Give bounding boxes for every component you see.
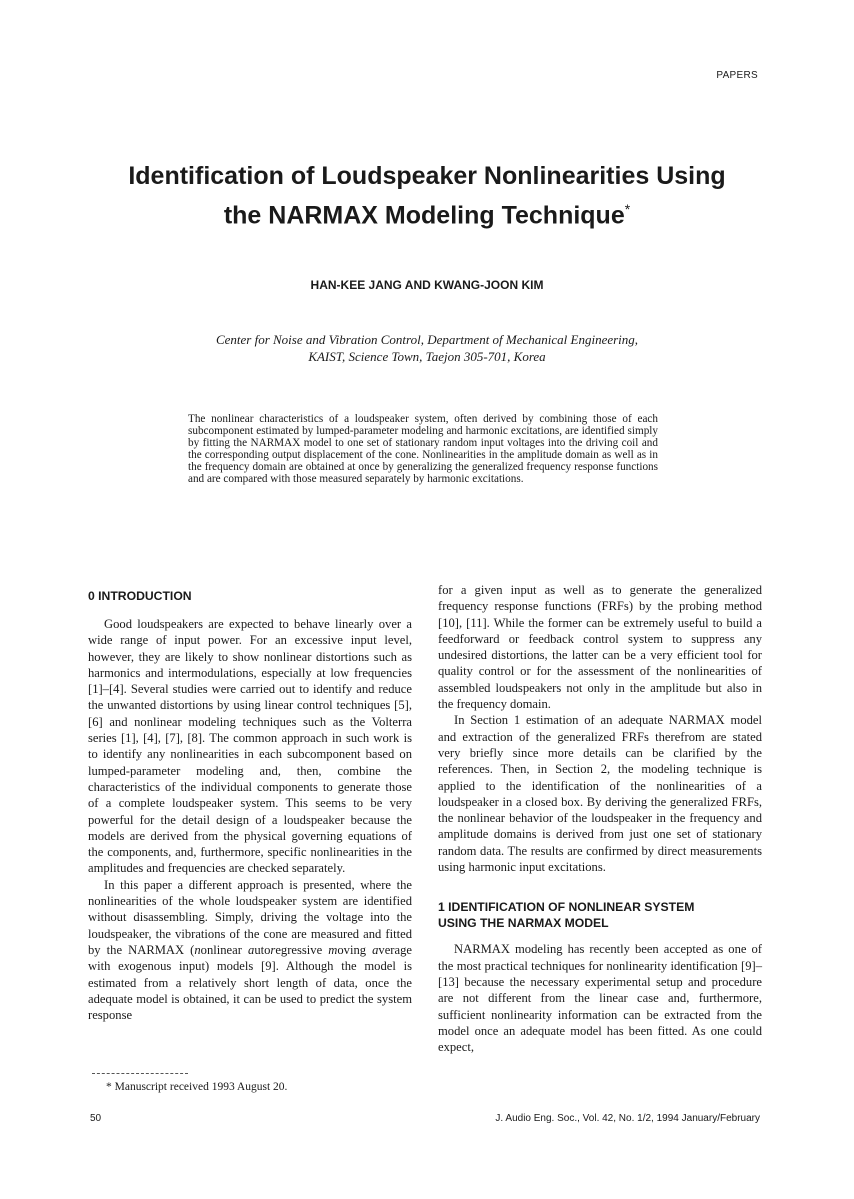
left-column [88, 616, 412, 1023]
affiliation-line-2: KAIST, Science Town, Taejon 305-701, Korea [308, 349, 546, 364]
affiliation [100, 331, 754, 365]
abstract: The nonlinear characteristics of a loudspeaker system, often derived by combining those of each subcomponent estimated by lumped-parameter modeling and harmonic excitations, are identified simply by fitting the NARMAX model to one set of stationary random input voltages into the driving coil and the corresponding output displacement of the cone. Nonlinearities in the amplitude domain as well as in the frequency domain are obtained at once by generalizing the generalized frequency response functions and are compared with those measured separately by harmonic excitations. [188, 413, 658, 485]
affiliation-line-1: Center for Noise and Vibration Control, Department of Mechanical Engineering, [215, 332, 639, 347]
journal-citation: J. Audio Eng. Soc., Vol. 42, No. 1/2, 1994 January/February [495, 1113, 760, 1124]
footnote-rule [92, 1073, 188, 1074]
authors: HAN-KEE JANG AND KWANG-JOON KIM [310, 278, 544, 292]
title-line-2: the NARMAX Modeling Technique* [223, 201, 631, 230]
intro-paragraph-1: Good loudspeakers are expected to behave linearly over a wide range of input power. For an excessive input level, however, they are likely to show nonlinear distortions such as harmonics and intermodulations, especially at low frequencies [1]–[4]. Several studies were carried out to identify and reduce the unwanted distortions by using linear control techniques [5], [6] and nonlinear modeling techniques such as the Volterra series [1], [4], [7], [8]. The common approach in such work is to identify any nonlinearities in each subcomponent based on lumped-parameter modeling and, then, combine the characteristics of the individual components to generate those of a complete loudspeaker system. This seems to be very powerful for the detail design of a loudspeaker because the models are derived from the physical governing equations of the components, and, furthermore, specific nonlinearities in the amplitudes and frequencies are checked separately. [88, 617, 412, 876]
title-footnote-marker: * [624, 201, 631, 217]
section-1-paragraph-1: NARMAX modeling has recently been accepted as one of the most practical techniques for nonlinearity identification [9]–[13] because the necessary experimental setup and procedure are not different from the linear case and, furthermore, sufficient nonlinearity information can be extracted from the model once an adequate model has been fitted. As one could expect, [438, 942, 762, 1055]
title-line-1: Identification of Loudspeaker Nonlinearities Using [128, 162, 726, 190]
right-column [438, 582, 762, 1055]
paper-title [60, 160, 794, 232]
intro-paragraph-2: In this paper a different approach is presented, where the nonlinearities of the whole loudspeaker system are identified without disassembling. Simply, driving the voltage into the loudspeaker, the vibrations of the cone are measured and fitted by the NARMAX (nonlinear autoregressive moving average with exogenous input) models [9]. Although the model is estimated from a relatively short length of data, once the adequate model is obtained, it can be used to predict the system response [88, 877, 412, 1023]
section-label: PAPERS [716, 70, 758, 81]
section-1-heading: 1 IDENTIFICATION OF NONLINEAR SYSTEM USING THE NARMAX MODEL [438, 900, 695, 931]
intro-continuation: for a given input as well as to generate the generalized frequency response functions (FRFs) by the probing method [10], [11]. While the former can be extremely useful to build a feedforward or feedback control system to suppress any undesired distortions, the latter can be a very efficient tool for quality control or for the assessment of the nonlinearities of assembled loudspeakers not only in the amplitude but also in the frequency domain. [438, 583, 762, 712]
footnote: * Manuscript received 1993 August 20. [106, 1081, 288, 1093]
intro-paragraph-3: In Section 1 estimation of an adequate NARMAX model and extraction of the generalized FRFs therefrom are stated very briefly since more details can be clarified by the references. Then, in Section 2, the modeling technique is applied to the identification of the nonlinearities of a loudspeaker in a closed box. By deriving the generalized FRFs, the nonlinear behavior of the loudspeaker in the frequency and amplitude domains is derived from just one set of stationary random data. The results are confirmed by direct measurements using harmonic input excitations. [438, 713, 762, 875]
intro-heading: 0 INTRODUCTION [88, 589, 192, 603]
page-number: 50 [90, 1113, 102, 1124]
